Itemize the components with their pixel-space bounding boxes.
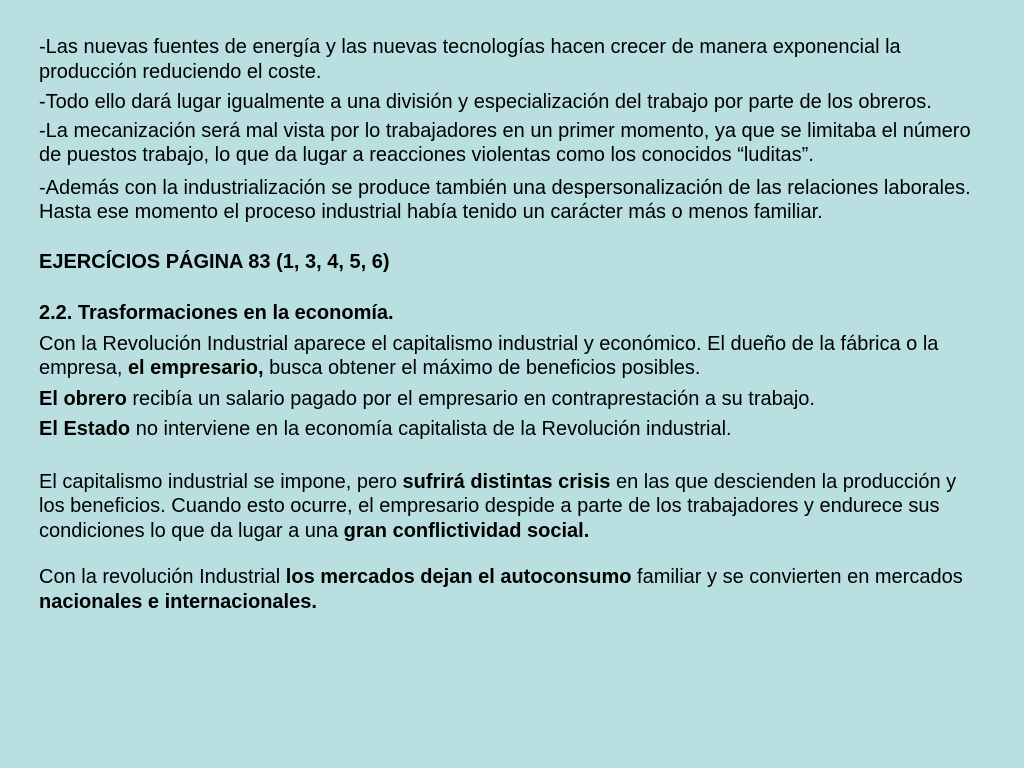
paragraph-capitalism-bold: el empresario,: [127, 357, 264, 379]
paragraph-mechanization: -La mecanización será mal vista por lo trabajadores en un primer momento, ya que se limitaba el número de puestos trabajo, lo que da lugar a reacciones violentas como los conocidos “luditas”.: [39, 119, 971, 166]
paragraph-worker-text: recibía un salario pagado por el empresario en contraprestación a su trabajo.: [126, 387, 815, 410]
paragraph-markets-bold: los mercados dejan el autoconsumo: [285, 566, 632, 588]
paragraph-capitalism-text-end: busca obtener el máximo de beneficios posibles.: [263, 357, 701, 379]
paragraph-markets-text-mid: familiar y se convierten en mercados: [631, 566, 963, 588]
paragraph-division-of-labor: -Todo ello dará lugar igualmente a una división y especialización del trabajo por parte de los obreros.: [39, 91, 932, 113]
paragraph-markets-text: Con la revolución Industrial: [39, 566, 286, 588]
paragraph-state-text: no interviene en la economía capitalista de la Revolución industrial.: [130, 418, 732, 440]
paragraph-state: [39, 417, 984, 442]
paragraph-worker-bold: El obrero: [39, 387, 127, 410]
paragraph-crisis-bold: sufrirá distintas crisis: [402, 470, 611, 493]
paragraph-crisis: [39, 470, 984, 544]
paragraph-markets: [39, 565, 984, 614]
paragraph-state-bold: El Estado: [39, 418, 131, 440]
paragraph-markets-bold-end: nacionales e internacionales.: [39, 590, 317, 613]
exercises-heading: EJERCÍCIOS PÁGINA 83 (1, 3, 4, 5, 6): [39, 250, 390, 273]
paragraph-crisis-text-mid: en las que descienden la producción y los beneficios. Cuando esto ocurre, el empresario despide a parte de los trabajadores y endurece sus condiciones lo que da lugar a una: [39, 470, 957, 542]
section-title: 2.2. Trasformaciones en la economía.: [39, 302, 394, 324]
paragraph-capitalism: [39, 332, 984, 381]
paragraph-crisis-text: El capitalismo industrial se impone, pero: [39, 470, 403, 493]
paragraph-crisis-bold-end: gran conflictividad social.: [343, 519, 590, 542]
paragraph-capitalism-text: Con la Revolución Industrial aparece el capitalismo industrial y económico. El dueño de la fábrica o la empresa,: [39, 332, 939, 379]
paragraph-energy: -Las nuevas fuentes de energía y las nuevas tecnologías hacen crecer de manera exponencial la producción reduciendo el coste.: [39, 36, 901, 83]
paragraph-worker: [39, 387, 984, 412]
paragraph-depersonalization: -Además con la industrialización se produce también una despersonalización de las relaciones laborales. Hasta ese momento el proceso industrial había tenido un carácter más o menos familiar.: [39, 176, 971, 223]
